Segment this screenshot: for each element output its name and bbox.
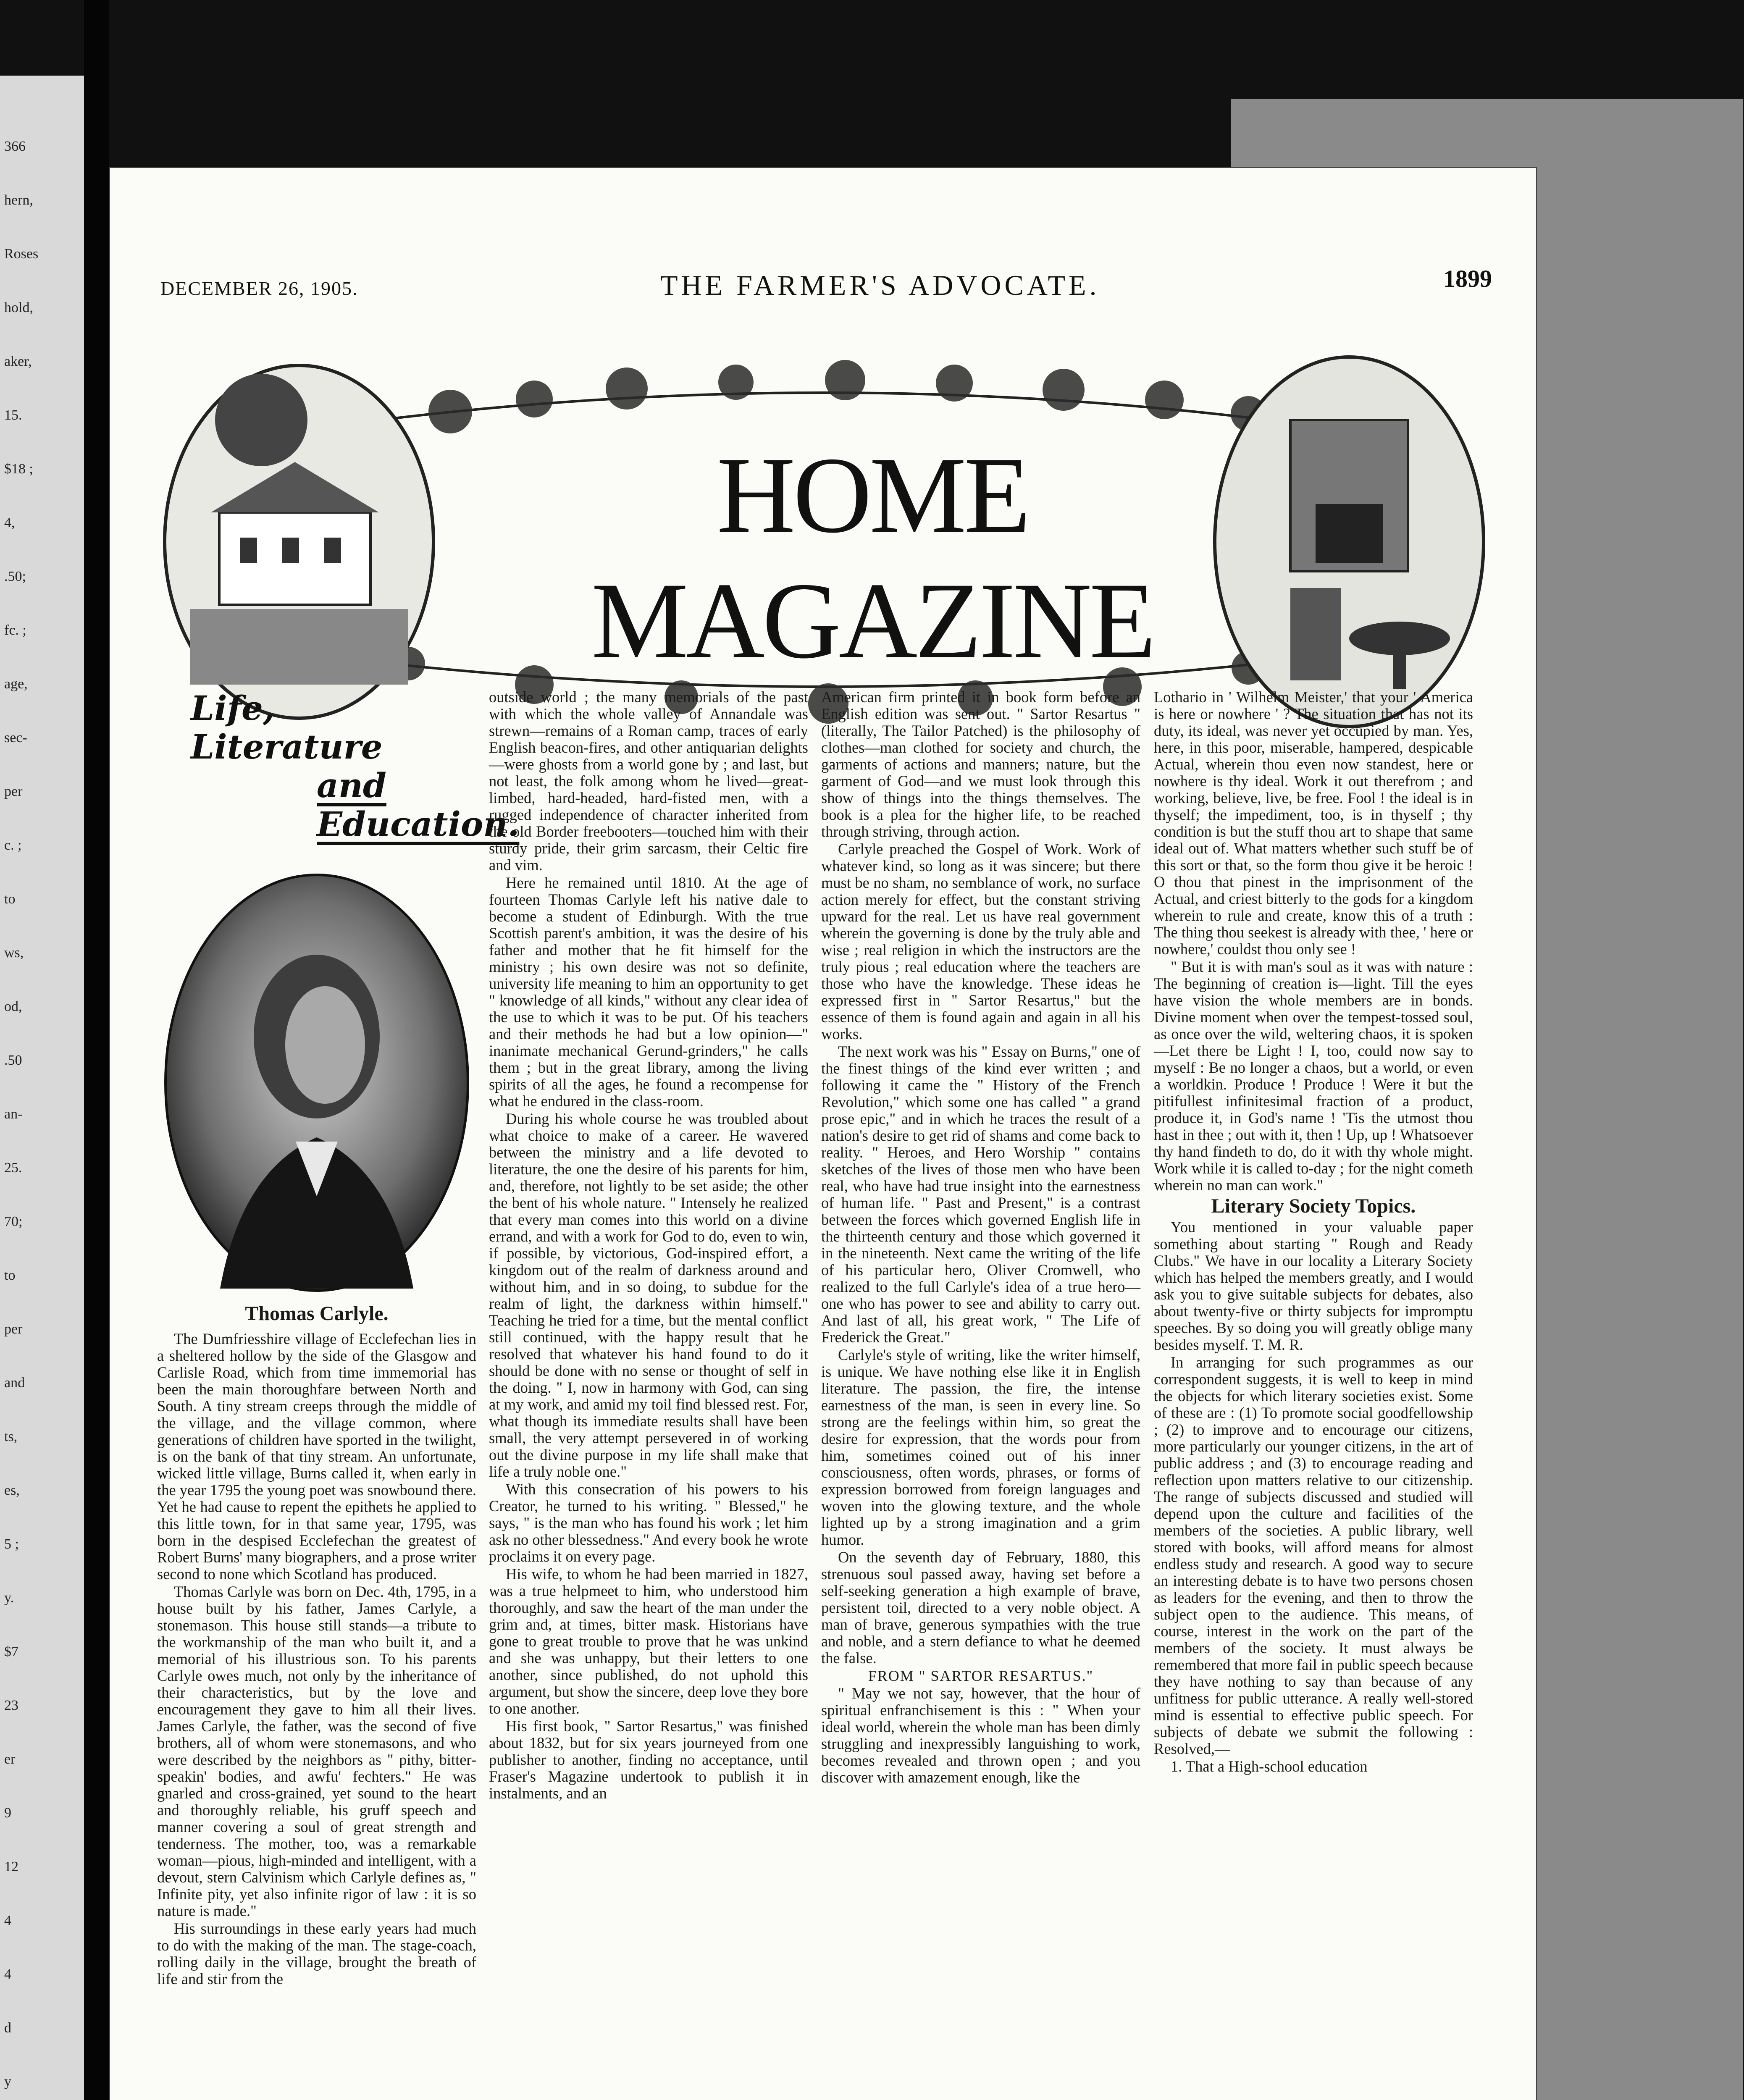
- previous-page-strip: [0, 76, 84, 2100]
- left-page-fragment: 4: [4, 1966, 11, 1982]
- left-page-fragment: per: [4, 784, 23, 799]
- paragraph: His first book, " Sartor Resartus," was finished about 1832, but for six years journeyed from one publisher to another, finding no acceptance, until Fraser's Magazine undertook to publish it in instalments, and an: [489, 1717, 808, 1802]
- left-page-fragment: fc. ;: [4, 622, 26, 638]
- left-page-fragment: age,: [4, 676, 28, 692]
- left-page-fragment: Roses: [4, 246, 39, 262]
- paragraph: " But it is with man's soul as it was with nature : The beginning of creation is—light. Till the eyes have vision the whole members are in bonds. Divine moment when over the tempest-tossed soul, as once over the wild, weltering chaos, it is spoken—Let there be Light ! I, too, could now say to myself : Be no longer a chaos, but a world, or even a worldkin. Produce ! Produce ! Were it but the pitifullest infinitesimal fraction of a product, produce it, in God's name ! 'Tis the utmost thou hast in thee ; out with it, then ! Up, up ! Whatsoever thy hand findeth to do, do it with thy whole might. Work while it is called to-day ; for the night cometh wherein no man can work.": [1154, 958, 1473, 1194]
- farmhouse-vignette: [165, 365, 433, 718]
- left-page-fragment: 5 ;: [4, 1536, 19, 1552]
- left-page-fragment: per: [4, 1321, 23, 1337]
- page-number: 1899: [1443, 265, 1492, 292]
- left-page-fragment: .50: [4, 1053, 22, 1068]
- paragraph: The Dumfriesshire village of Ecclefechan lies in a sheltered hollow by the side of the Glasgow and Carlisle Road, which from time immemorial has been the main thoroughfare between North and South. A tiny stream creeps through the middle of the village, and the village common, where generations of children have sported in the twilight, is on the bank of that tiny stream. An unfortunate, wicked little village, Burns called it, when early in the year 1795 the young poet was snowbound there. Yet he had cause to repent the epithets he applied to this little town, for in that same year, 1795, was born in the despised Ecclefechan the greatest of Robert Burns' many biographers, and a prose writer second to none which Scotland has produced.: [157, 1330, 476, 1583]
- portrait-caption: Thomas Carlyle.: [245, 1302, 389, 1325]
- left-page-fragment: es,: [4, 1483, 20, 1498]
- newspaper-page: [110, 168, 1536, 2100]
- left-page-fragment: c. ;: [4, 837, 22, 853]
- left-page-fragment: 15.: [4, 407, 22, 423]
- paragraph: During his whole course he was troubled about what choice to make of a career. He wavered between the ministry and a life devoted to literature, the one the desire of his parents for him, and, therefore, not lightly to be set aside; the other the bent of his whole nature. " Intensely he realized that every man comes into this world on a divine errand, and with a work for God to do, even to win, if possible, by victorious, God-inspired effort, a kingdom out of the realm of darkness around and without him, and in so doing, to subdue for the realm of light, the darkness within himself." Teaching he tried for a time, but the mental conflict still continued, with the happy result that he resolved that whatever his hand found to do it should be done with no sense or thought of self in the doing. " I, now in harmony with God, can sing at my work, and amid my toil find blessed rest. For, what though its immediate results shall have been small, the very attempt persevered in of working out the divine purpose in my life shall make that life a truly noble one.": [489, 1110, 808, 1480]
- left-page-fragment: 366: [4, 139, 26, 154]
- section-title: [157, 688, 520, 844]
- left-page-fragment: sec-: [4, 730, 27, 746]
- left-page-fragment: y.: [4, 1590, 14, 1606]
- left-page-fragment: $18 ;: [4, 461, 33, 477]
- banner-title: HOME MAGAZINE: [591, 435, 1154, 681]
- paragraph: Thomas Carlyle was born on Dec. 4th, 1795, in a house built by his father, James Carlyle, a stonemason. This house still stands—a tribute to the workmanship of the man who built it, and a memorial of his illustrious son. To his parents Carlyle owes much, not only by the inheritance of their characteristics, but by the love and encouragement they gave to him all their lives. James Carlyle, the father, was the second of five brothers, all of whom were stonemasons, and who were described by the neighbors as " pithy, bitter-speakin' bodies, and awfu' fechters." He was gnarled and cross-grained, yet sound to the heart and thoroughly reliable, his gruff speech and manner covering a soul of great strength and tenderness. The mother, too, was a remarkable woman—pious, high-minded and intelligent, with a devout, stern Calvinism which Carlyle defines as, " Infinite pity, yet also infinite rigor of law : it is so nature is made.": [157, 1583, 476, 1919]
- paragraph: The next work was his " Essay on Burns," one of the finest things of the kind ever written ; and following it came the " History of the French Revolution," which some one has called " a grand prose epic," and in which he traces the result of a nation's desire to get rid of shams and come back to reality. " Heroes, and Hero Worship " contains sketches of the lives of those men who have been real, who have had true insight into the earnestness of human life. " Past and Present," is a contrast between the forces which governed English life in the thirteenth century and those which governed it in the nineteenth. Next came the writing of the life of his particular hero, Oliver Cromwell, who realized to the full Carlyle's idea of a true hero—one who has power to see and ability to carry out. And last of all, his great work, " The Life of Frederick the Great.": [821, 1043, 1140, 1346]
- left-page-fragment: hold,: [4, 300, 33, 315]
- paragraph: On the seventh day of February, 1880, this strenuous soul passed away, having set before a self-seeking generation a high example of brave, persistent toil, directed to a very noble object. A man of brave, generous sympathies with the true and noble, and a stern defiance to what he deemed the false.: [821, 1549, 1140, 1667]
- left-page-fragment: aker,: [4, 354, 32, 369]
- left-page-fragment: 70;: [4, 1214, 23, 1229]
- left-page-fragment: er: [4, 1751, 16, 1767]
- left-page-fragment: and: [4, 1375, 25, 1391]
- paragraph: His wife, to whom he had been married in 1827, was a true helpmeet to him, who understood him thoroughly, and saw the heart of the man under the grim and, at times, bitter mask. Historians have gone to great trouble to prove that he was unkind and she was unhappy, but their letters to one another, since published, do not uphold this argument, but show the sincere, deep love they bore to one another.: [489, 1565, 808, 1717]
- paragraph: In arranging for such programmes as our correspondent suggests, it is well to keep in mind the objects for which literary societies exist. Some of these are : (1) To promote social goodfellowship ; (2) to improve and to encourage our citizens, more particularly our younger citizens, in the art of public address ; and (3) to encourage reading and reflection upon matters relative to our citizenship. The range of subjects discussed and studied will depend upon the culture and facilities of the members of the societies. A public library, well stored with books, will afford means for almost endless study and research. A good way to secure an interesting debate is to have two persons chosen as leaders for the evening, and then to throw the subject open to the audience. This means, of course, interest in the work on the part of the members of the society. It must always be remembered that more fail in public speech because they have nothing to say than because of any unfitness for public utterance. A really well-stored mind is essential to effective public speech. For subjects of debate we submit the following : Resolved,—: [1154, 1354, 1473, 1757]
- column-1: [157, 688, 520, 2100]
- portrait-image: [157, 869, 476, 1297]
- column-4: [1154, 689, 1473, 2100]
- left-page-fragment: to: [4, 891, 16, 907]
- left-page-fragment: hern,: [4, 192, 33, 208]
- paragraph: His surroundings in these early years had much to do with the making of the man. The stage-coach, rolling daily in the village, brought the breath of life and stir from the: [157, 1920, 476, 1987]
- left-page-fragment: 4,: [4, 515, 15, 530]
- left-page-fragment: an-: [4, 1106, 23, 1122]
- left-page-fragment: 12: [4, 1859, 18, 1874]
- quote-heading: FROM " SARTOR RESARTUS.": [868, 1667, 1094, 1684]
- paragraph: You mentioned in your valuable paper something about starting " Rough and Ready Clubs." We have in our locality a Literary Society which has helped the members greatly, and I would ask you to give suitable subjects for debates, also about twenty-five or thirty subjects for impromptu speeches. By so doing you will greatly oblige many besides myself. T. M. R.: [1154, 1218, 1473, 1353]
- paragraph: Carlyle's style of writing, like the writer himself, is unique. We have nothing else like it in English literature. The passion, the fire, the intense earnestness of the man, is seen in every line. So strong are the feelings within him, so great the desire for expression, that the words pour from him, sometimes coined out of his inner consciousness, often words, phrases, or forms of expression borrowed from foreign languages and woven into the glowing texture, and the whole lighted up by a strong imagination and a grim humor.: [821, 1346, 1140, 1548]
- carlyle-portrait: [157, 869, 476, 1297]
- column-3: [821, 689, 1140, 2100]
- binding-gutter: [84, 0, 109, 2100]
- left-page-fragment: od,: [4, 999, 22, 1014]
- section-title-line-2: and Education.: [317, 766, 520, 844]
- left-page-fragment: 23: [4, 1698, 18, 1713]
- paragraph: With this consecration of his powers to his Creator, he turned to his writing. " Blessed," he says, " is the man who has found his work ; let him ask no other blessedness." And every book he wrote proclaims it on every page.: [489, 1480, 808, 1565]
- left-page-fragment: $7: [4, 1644, 18, 1659]
- paragraph: Lothario in ' Wilhelm Meister,' that your ' America is here or nowhere ' ? The situation that has not its duty, its ideal, was never yet occupied by man. Yes, here, in this poor, miserable, hampered, despicable Actual, wherein thou even now standest, here or nowhere is thy ideal. Work it out therefrom ; and working, believe, live, be free. Fool ! the ideal is in thyself; the impediment, too, is in thyself ; thy condition is but the stuff thou art to shape that same ideal out of. What matters whether such stuff be of this sort or that, so the form thou give it be heroic ! O thou that pinest in the imprisonment of the Actual, and criest bitterly to the gods for a kingdom wherein to rule and create, know this of a truth : The thing thou seekest is already with thee, ' here or nowhere,' couldst thou only see !: [1154, 688, 1473, 958]
- paragraph: 1. That a High-school education: [1171, 1758, 1368, 1775]
- left-page-fragment: to: [4, 1268, 16, 1283]
- left-page-fragment: 25.: [4, 1160, 22, 1176]
- column-2: [489, 689, 808, 2100]
- paragraph: Carlyle preached the Gospel of Work. Work of whatever kind, so long as it was sincere; but there must be no sham, no semblance of work, no surface action merely for effect, but the constant striving upward for the real. Let us have real government wherein the governing is done by the truly able and wise ; real religion in which the instructors are the truly pious ; real education where the teachers are those who have the knowledge. These ideas he expressed first in " Sartor Resartus," but the essence of them is found again and again in all his works.: [821, 840, 1140, 1042]
- left-page-fragment: 4: [4, 1913, 11, 1928]
- left-page-fragment: 9: [4, 1805, 11, 1821]
- paragraph: Here he remained until 1810. At the age of fourteen Thomas Carlyle left his native dale to become a student of Edinburgh. With the true Scottish parent's ambition, it was the desire of his father and mother that he fit himself for the ministry ; his own desire was not so definite, university life meaning to him an opportunity to get " knowledge of all kinds," without any clear idea of the use to which it was to be put. Of his teachers and their methods he had but a low opinion—" inanimate mechanical Gerund-grinders," he calls them ; but in the great library, among the living spirits of all the ages, he found a recompense for what he endured in the class-room.: [489, 874, 808, 1110]
- paragraph: outside world ; the many memorials of the past with which the whole valley of Annandale was strewn—remains of a Roman camp, traces of early English beacon-fires, and other antiquarian delights—were ghosts from a world gone by ; and last, but not least, the folk among whom he lived—great-limbed, hard-headed, hard-fisted men, with a rugged independence of character inherited from the old Border freebooters—touched him with their sturdy pride, their grim sarcasm, their Celtic fire and vim.: [489, 688, 808, 874]
- literary-society-heading: Literary Society Topics.: [1211, 1195, 1416, 1217]
- issue-date: DECEMBER 26, 1905.: [160, 278, 358, 299]
- paragraph: American firm printed it in book form before an English edition was sent out. " Sartor Resartus " (literally, The Tailor Patched) is the philosophy of clothes—man clothed for society and church, the garments of actions and manners; nature, but the garment of God—and we must look through this show of things into the things themselves. The book is a plea for the higher life, to be reached through striving, through action.: [821, 688, 1140, 840]
- left-page-fragment: y: [4, 2074, 11, 2090]
- left-page-fragment: d: [4, 2020, 11, 2036]
- left-page-fragment: ws,: [4, 945, 24, 961]
- section-title-line-1: Life, Literature: [191, 688, 383, 766]
- left-page-fragment: ts,: [4, 1429, 18, 1444]
- left-page-fragment: .50;: [4, 569, 26, 584]
- publication-title: THE FARMER'S ADVOCATE.: [660, 269, 1100, 301]
- quote-paragraph: " May we not say, however, that the hour of spiritual enfranchisement is this : " When your ideal world, wherein the whole man has been dimly struggling and inexpressibly languishing to work, becomes revealed and thrown open ; and you discover with amazement enough, like the: [821, 1685, 1140, 1786]
